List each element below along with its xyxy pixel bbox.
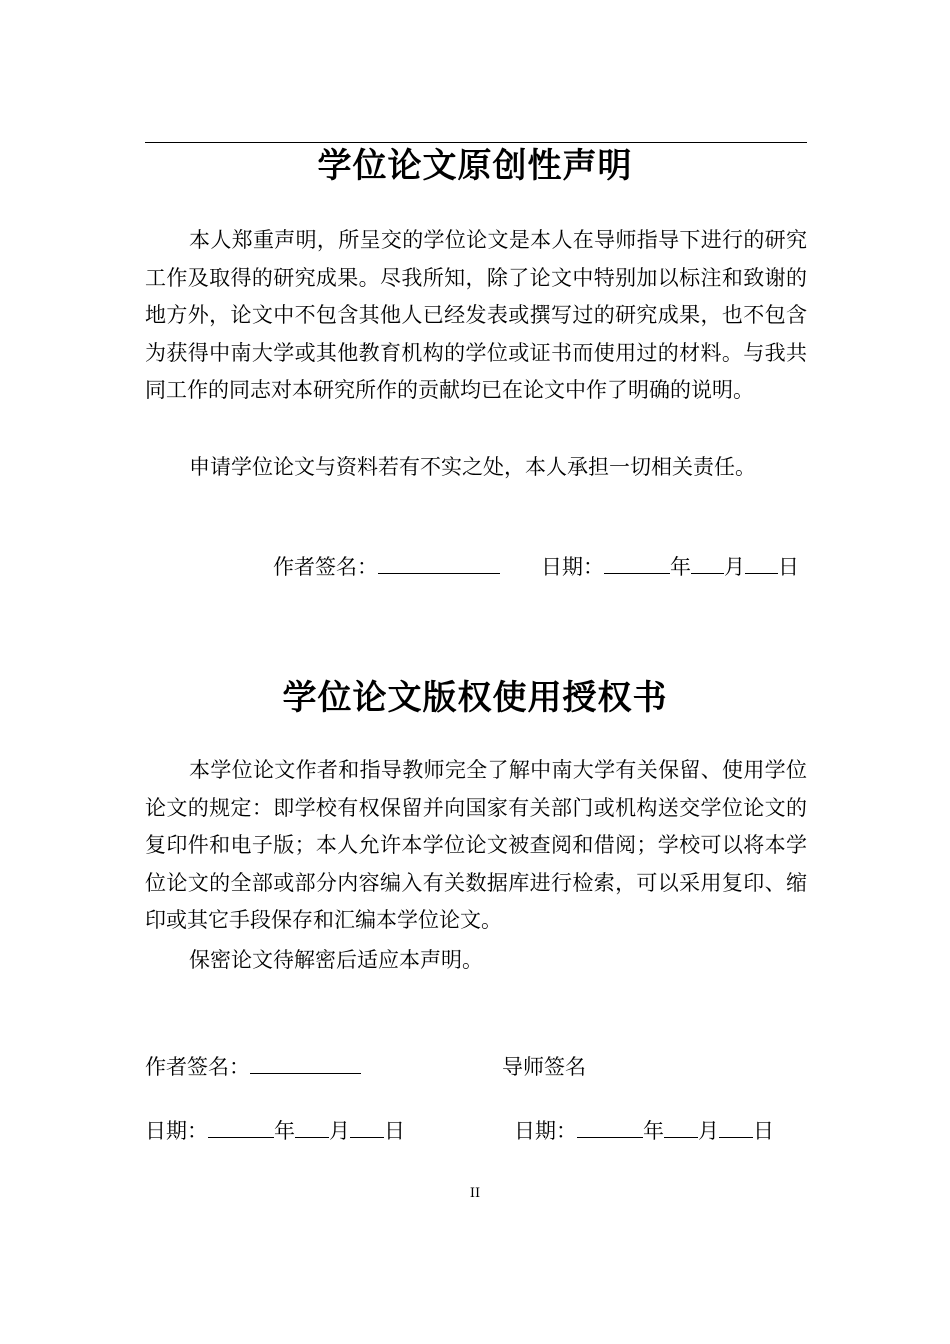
day-blank[interactable] (350, 1119, 384, 1138)
declaration-paragraph-2: 申请学位论文与资料若有不实之处，本人承担一切相关责任。 (189, 455, 756, 479)
authorization-advisor-date-line (514, 1117, 774, 1145)
year-blank[interactable] (577, 1119, 643, 1138)
page-number: II (469, 1186, 481, 1201)
date-label: 日期： (514, 1119, 577, 1143)
year-label: 年 (274, 1119, 295, 1143)
day-label: 日 (753, 1119, 774, 1143)
advisor-signature-line (502, 1053, 586, 1081)
day-label: 日 (778, 555, 799, 579)
date-label: 日期： (541, 555, 604, 579)
year-blank[interactable] (604, 555, 670, 574)
authorization-title: 学位论文版权使用授权书 (282, 678, 668, 718)
declaration-title: 学位论文原创性声明 (317, 146, 633, 186)
authorization-author-date-line (145, 1117, 405, 1145)
date-label: 日期： (145, 1119, 208, 1143)
declaration-author-signature-line (273, 553, 500, 581)
declaration-date-line (541, 553, 799, 581)
month-blank[interactable] (664, 1119, 698, 1138)
authorization-paragraph-1: 本学位论文作者和指导教师完全了解中南大学有关保留、使用学位论文的规定：即学校有权保留并向国家有关部门或机构送交学位论文的复印件和电子版；本人允许本学位论文被查阅和借阅；学校可以将本学位论文的全部或部分内容编入有关数据库进行检索，可以采用复印、缩印或其它手段保存和汇编本学位论文。 (145, 758, 807, 932)
year-label: 年 (643, 1119, 664, 1143)
header-rule (145, 142, 807, 143)
advisor-signature-label: 导师签名 (502, 1055, 586, 1079)
author-signature-blank[interactable] (378, 555, 500, 574)
author-signature-blank[interactable] (250, 1055, 361, 1074)
day-label: 日 (384, 1119, 405, 1143)
year-label: 年 (670, 555, 691, 579)
month-label: 月 (329, 1119, 350, 1143)
month-label: 月 (698, 1119, 719, 1143)
day-blank[interactable] (745, 555, 778, 574)
month-blank[interactable] (295, 1119, 329, 1138)
author-signature-label: 作者签名： (273, 555, 378, 579)
authorization-paragraph-2: 保密论文待解密后适应本声明。 (189, 948, 483, 972)
month-blank[interactable] (691, 555, 724, 574)
month-label: 月 (724, 555, 745, 579)
year-blank[interactable] (208, 1119, 274, 1138)
declaration-paragraph-1: 本人郑重声明，所呈交的学位论文是本人在导师指导下进行的研究工作及取得的研究成果。尽我所知，除了论文中特别加以标注和致谢的地方外，论文中不包含其他人已经发表或撰写过的研究成果，也不包含为获得中南大学或其他教育机构的学位或证书而使用过的材料。与我共同工作的同志对本研究所作的贡献均已在论文中作了明确的说明。 (145, 228, 807, 402)
authorization-author-signature-line (145, 1053, 361, 1081)
day-blank[interactable] (719, 1119, 753, 1138)
author-signature-label: 作者签名： (145, 1055, 250, 1079)
